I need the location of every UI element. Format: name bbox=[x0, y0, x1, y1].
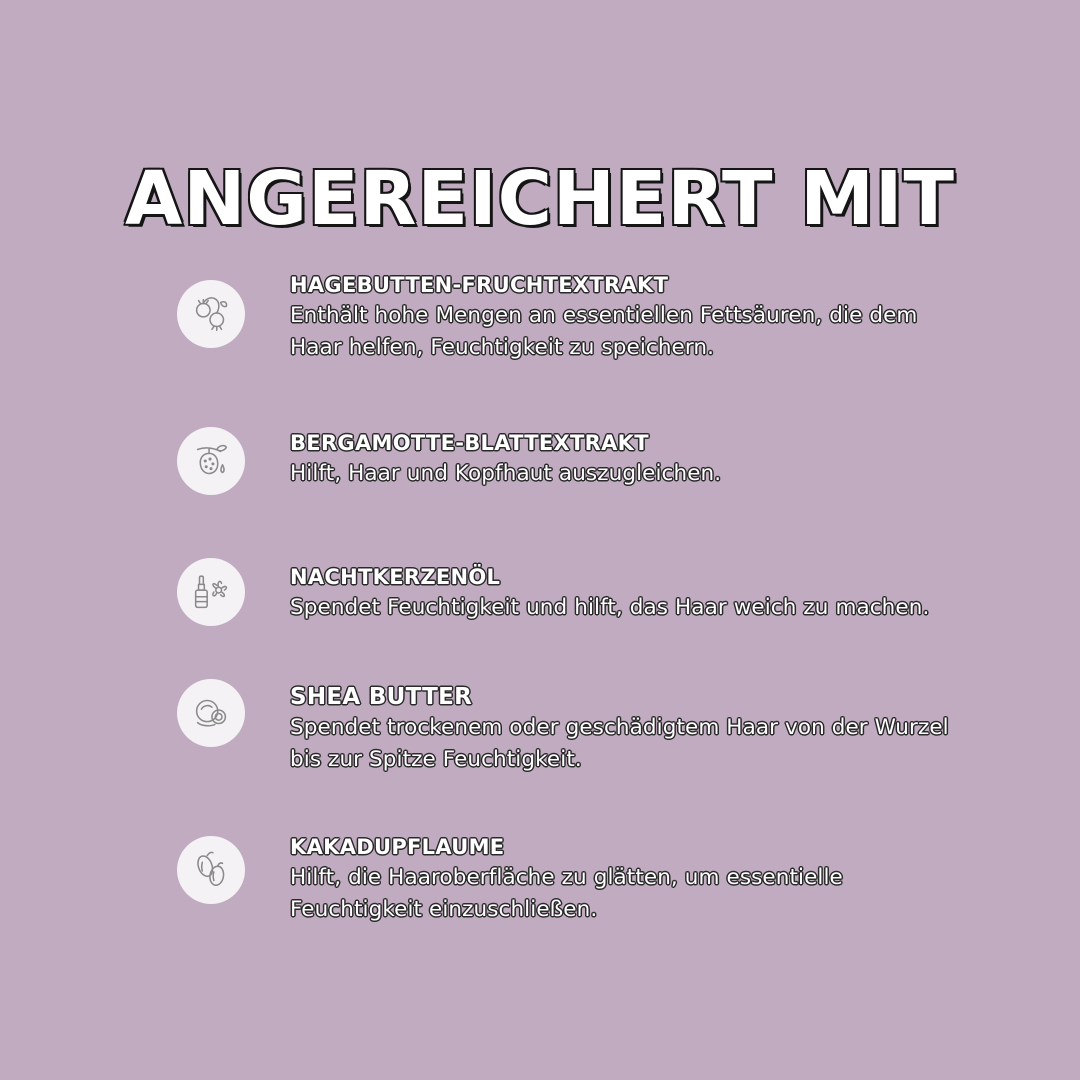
ingredient-title: NACHTKERZENÖL bbox=[290, 565, 501, 589]
oil-bottle-flower-icon-circle bbox=[177, 558, 245, 626]
shea-nut-icon bbox=[188, 690, 234, 736]
bergamot-icon bbox=[188, 438, 234, 484]
rosehip-icon bbox=[188, 291, 234, 337]
ingredient-desc-line: Feuchtigkeit einzuschließen. bbox=[290, 897, 598, 922]
ingredient-title: KAKADUPFLAUME bbox=[290, 835, 505, 859]
ingredient-desc-line: bis zur Spitze Feuchtigkeit. bbox=[290, 747, 582, 772]
ingredient-desc-line: Enthält hohe Mengen an essentiellen Fettsäuren, die dem bbox=[290, 303, 918, 328]
oil-bottle-flower-icon bbox=[188, 569, 234, 615]
ingredient-title: HAGEBUTTEN-FRUCHTEXTRAKT bbox=[290, 273, 669, 297]
ingredient-desc-line: Hilft, die Haaroberfläche zu glätten, um essentielle bbox=[290, 865, 843, 890]
page-title: ANGEREICHERT MIT bbox=[125, 155, 955, 242]
ingredient-desc-line: Haar helfen, Feuchtigkeit zu speichern. bbox=[290, 335, 715, 360]
kakadu-plum-icon-circle bbox=[177, 836, 245, 904]
ingredient-title: SHEA BUTTER bbox=[290, 684, 473, 710]
kakadu-plum-icon bbox=[188, 847, 234, 893]
ingredient-desc-line: Spendet Feuchtigkeit und hilft, das Haar weich zu machen. bbox=[290, 595, 930, 620]
ingredient-desc-line: Hilft, Haar und Kopfhaut auszugleichen. bbox=[290, 461, 722, 486]
rosehip-icon-circle bbox=[177, 280, 245, 348]
bergamot-icon-circle bbox=[177, 427, 245, 495]
shea-nut-icon-circle bbox=[177, 679, 245, 747]
ingredient-desc-line: Spendet trockenem oder geschädigtem Haar von der Wurzel bbox=[290, 715, 949, 740]
ingredient-title: BERGAMOTTE-BLATTEXTRAKT bbox=[290, 431, 649, 455]
